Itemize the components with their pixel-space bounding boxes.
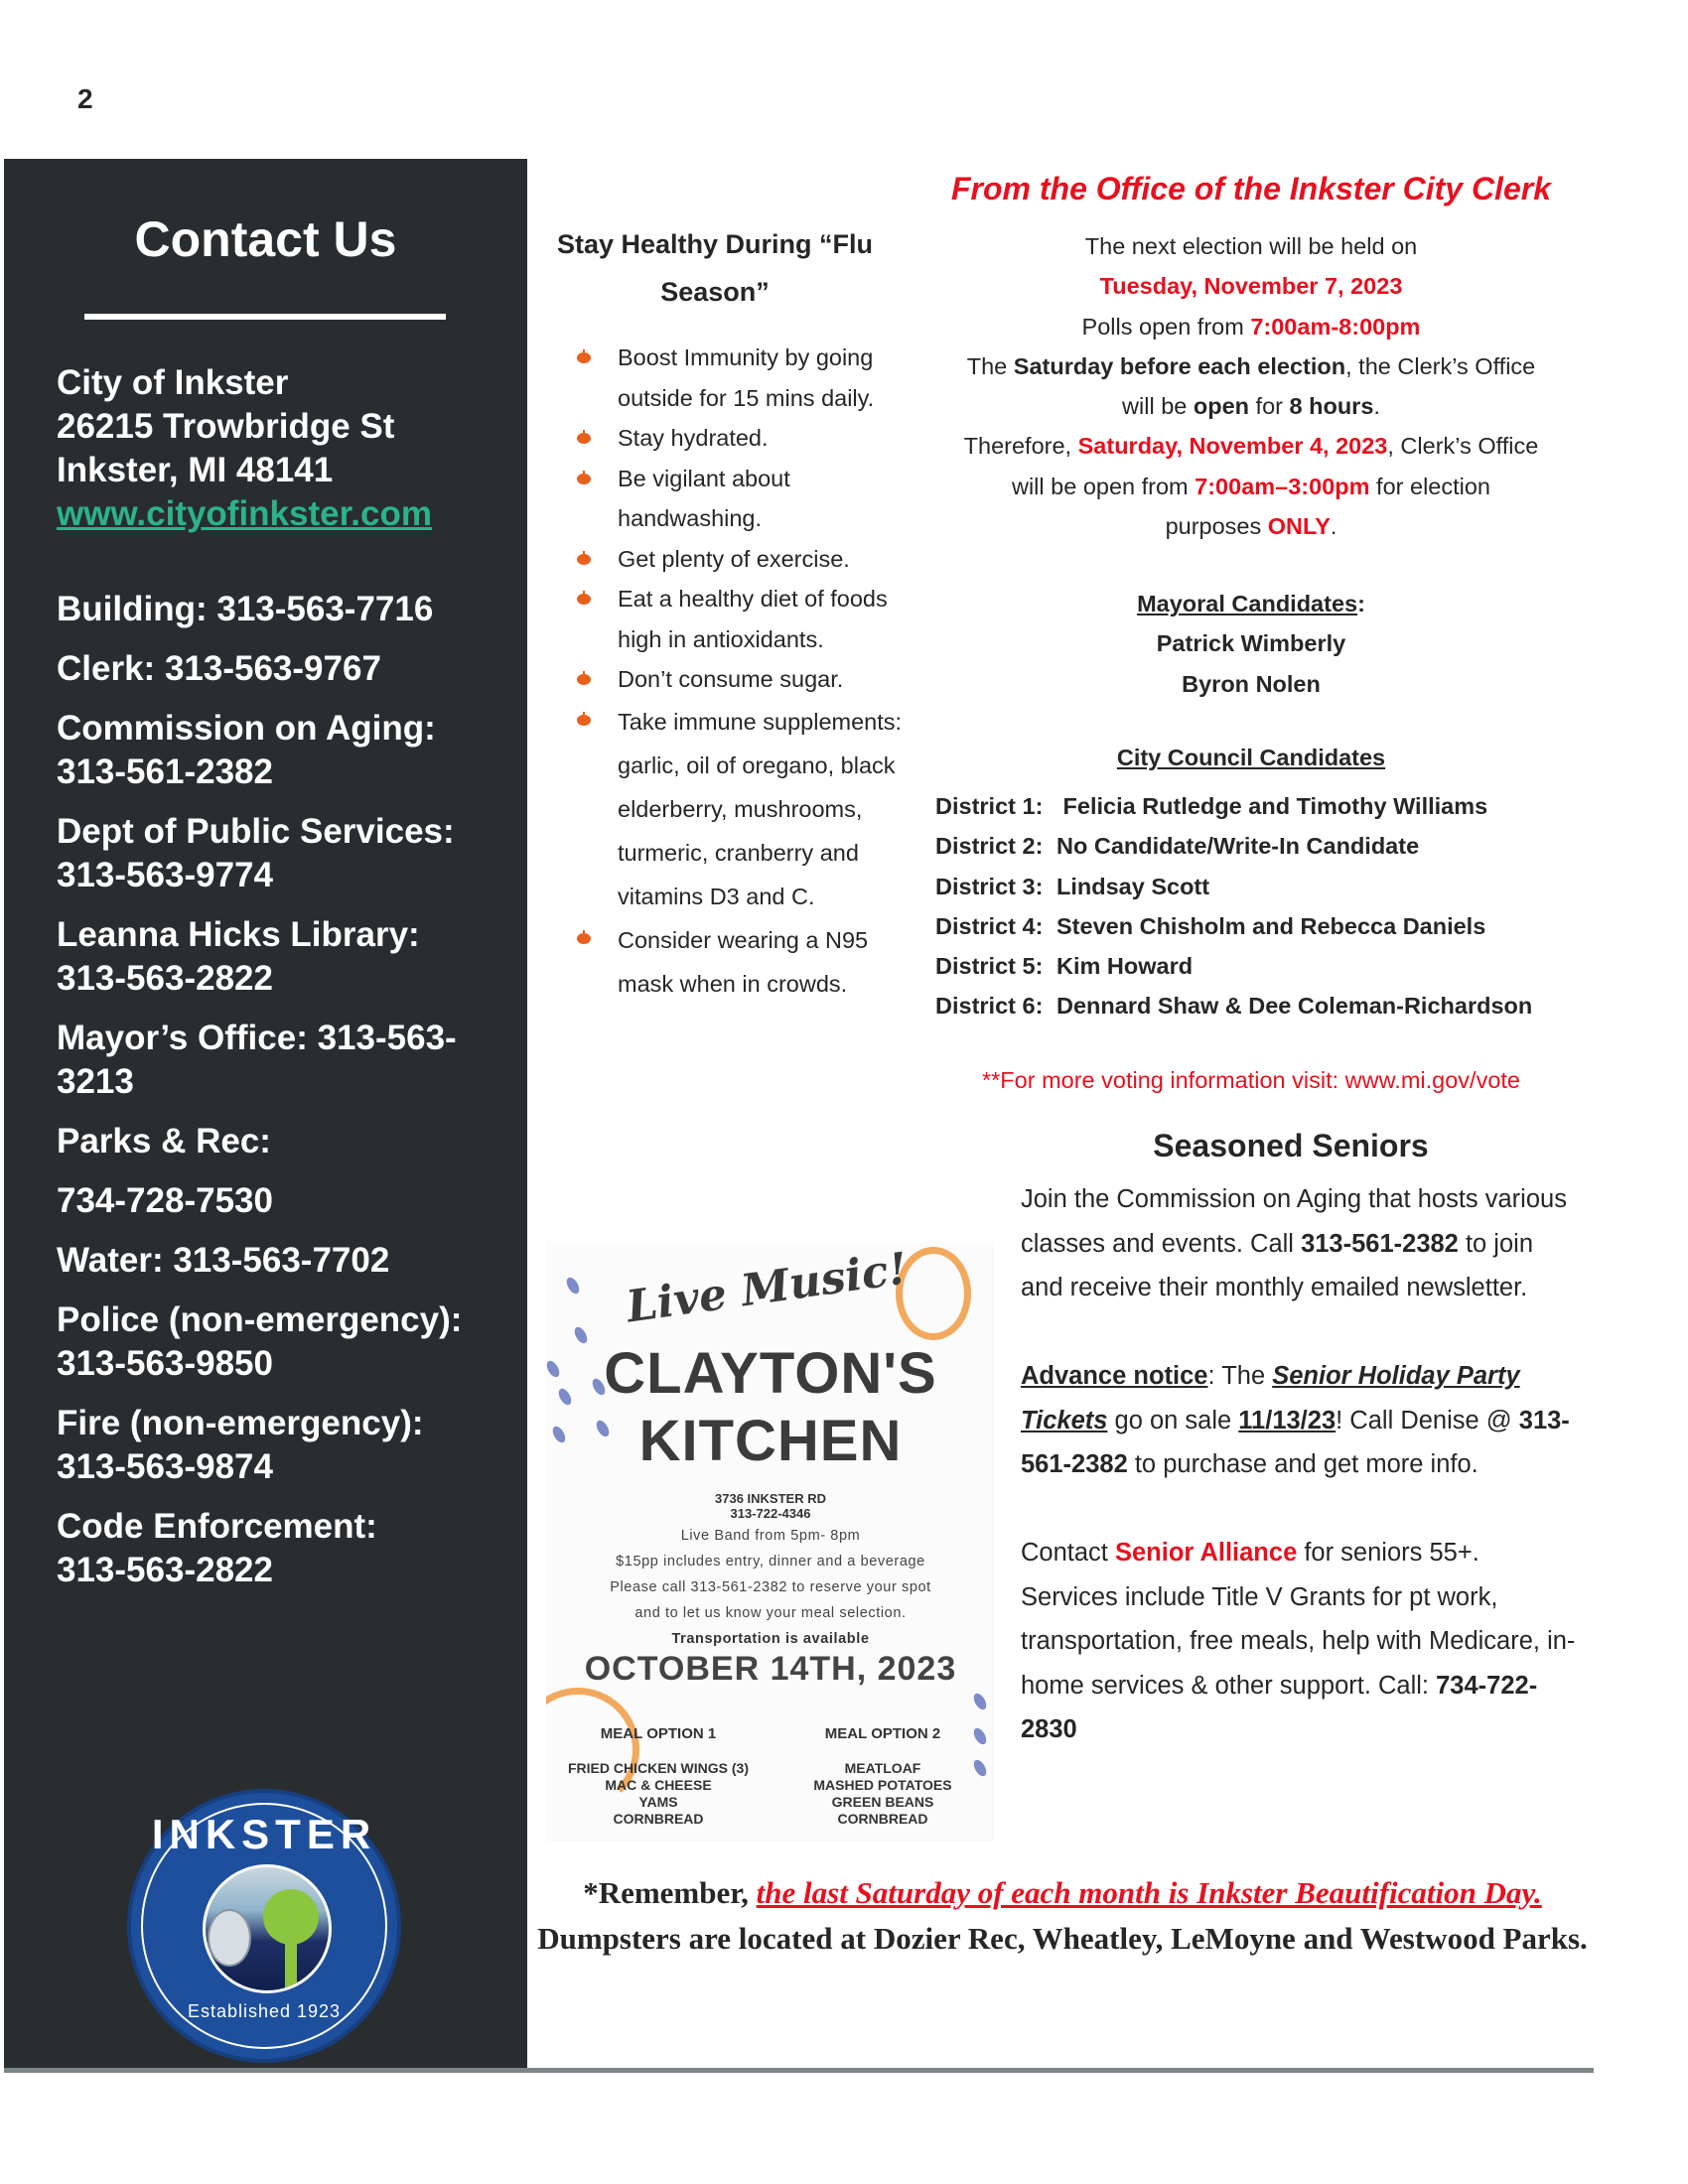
flyer-tagline: Live Music! <box>623 1243 911 1333</box>
district-row <box>935 986 1581 1025</box>
mayoral-title: Mayoral Candidates <box>1137 591 1358 616</box>
contact-parks <box>57 1120 513 1223</box>
claytons-kitchen-flyer <box>546 1241 995 1842</box>
contact-number: 313-563-9850 <box>57 1344 273 1383</box>
text: purposes <box>1165 513 1268 540</box>
flyer-date: OCTOBER 14TH, 2023 <box>584 1650 957 1688</box>
therefore-line <box>923 426 1579 466</box>
contact-label: Leanna Hicks Library: <box>57 915 420 954</box>
flyer-street: 3736 INKSTER RD <box>715 1491 826 1506</box>
event-name: Senior Holiday Party Tickets <box>1021 1362 1520 1434</box>
mayoral-candidate: Byron Nolen <box>1182 670 1321 697</box>
contact-label: Dept of Public Services: <box>57 812 455 851</box>
list-item <box>568 700 906 918</box>
saturday-line <box>923 346 1579 386</box>
text: . <box>1373 393 1380 420</box>
text: Polls open from <box>1081 313 1251 340</box>
text: for <box>1249 393 1290 420</box>
city-name: City of Inkster <box>57 363 289 402</box>
contact-number: 313-563-3213 <box>57 1019 457 1101</box>
district-label: District 1: <box>935 793 1044 819</box>
phone-number: 313-561-2382 <box>1021 1406 1570 1478</box>
meal-item: MEATLOAF <box>844 1760 921 1776</box>
list-item-text: Eat a healthy diet of foods high in antioxidants. <box>618 586 888 652</box>
seniors-paragraph-aging <box>1021 1177 1582 1310</box>
flyer-name-line1: CLAYTON'S <box>604 1341 937 1406</box>
phone-number: 313-561-2382 <box>1301 1229 1459 1258</box>
district-candidates: Dennard Shaw & Dee Coleman-Richardson <box>1056 993 1533 1020</box>
district-label: District 4: <box>935 912 1044 939</box>
contact-list <box>57 588 513 1592</box>
district-candidates: Steven Chisholm and Rebecca Daniels <box>1056 912 1486 939</box>
polls-hours: 7:00am-8:00pm <box>1250 313 1421 340</box>
district-label: District 5: <box>935 953 1044 980</box>
district-label: District 2: <box>935 833 1044 860</box>
flyer-address <box>546 1491 995 1521</box>
website-link[interactable]: www.cityofinkster.com <box>57 494 432 533</box>
list-item-text: Stay hydrated. <box>618 425 769 451</box>
city-seal-icon <box>203 1864 332 1993</box>
flyer-details <box>546 1523 995 1652</box>
district-label: District 3: <box>935 873 1044 899</box>
only-emphasis: ONLY <box>1267 513 1331 540</box>
text: will be open from <box>1011 473 1196 499</box>
contact-aging <box>57 707 513 794</box>
meal-title: MEAL OPTION 2 <box>824 1725 941 1742</box>
text: : The <box>1207 1362 1273 1390</box>
flu-season-heading: Stay Healthy During “Flu Season” <box>556 229 874 307</box>
page-number: 2 <box>77 83 93 114</box>
street-address: 26215 Trowbridge St <box>57 407 395 446</box>
contact-number: 313-563-9767 <box>164 649 381 688</box>
contact-number: 313-563-7702 <box>173 1241 390 1280</box>
contact-number: 734-728-7530 <box>57 1181 273 1220</box>
meal-item: YAMS <box>638 1794 678 1810</box>
water-wheel-icon <box>208 1909 251 1967</box>
pumpkin-icon <box>577 674 591 685</box>
flyer-price: $15pp includes entry, dinner and a beverage <box>616 1554 925 1570</box>
contact-code-enforcement <box>57 1505 513 1592</box>
seniors-paragraph-holiday <box>1021 1354 1582 1487</box>
contact-number: 313-561-2382 <box>57 752 273 791</box>
text: for seniors 55+. Services include Title V Grants for pt work, transportation, free meals, help with Medicare, in-home services & other support. Call: <box>1021 1539 1576 1700</box>
pumpkin-icon <box>577 594 591 605</box>
contact-number: 313-563-2822 <box>57 959 273 998</box>
flyer-transport: Transportation is available <box>671 1631 870 1647</box>
district-row <box>935 786 1581 826</box>
heading-divider <box>84 314 446 320</box>
text: Contact <box>1021 1539 1115 1567</box>
contact-mayor <box>57 1017 513 1104</box>
list-item <box>568 579 906 659</box>
seniors-heading: Seasoned Seniors <box>1153 1128 1429 1163</box>
text-bold: 8 hours <box>1289 393 1374 420</box>
list-item <box>568 338 906 418</box>
contact-label: Fire (non-emergency): <box>57 1404 424 1442</box>
district-candidates: Felicia Rutledge and Timothy Williams <box>1056 793 1488 819</box>
seniors-paragraph-alliance <box>1021 1531 1582 1752</box>
polls-hours-line <box>923 307 1579 346</box>
beautification-notice <box>536 1870 1589 1962</box>
contact-library <box>57 913 513 1001</box>
voting-info-link[interactable]: **For more voting information visit: www.mi.gov/vote <box>982 1067 1520 1093</box>
text: , the Clerk’s Office <box>1345 352 1536 379</box>
contact-label: Building: <box>57 590 208 628</box>
meal-item: FRIED CHICKEN WINGS (3) <box>568 1760 749 1776</box>
pumpkin-icon <box>577 933 591 944</box>
purposes-line <box>923 506 1579 546</box>
meal-items <box>771 1760 995 1828</box>
election-date: Tuesday, November 7, 2023 <box>1099 273 1403 300</box>
district-candidates: Kim Howard <box>1056 953 1194 980</box>
seniors-body <box>1021 1177 1582 1796</box>
seal-established: Established 1923 <box>187 2001 342 2021</box>
flyer-phone: 313-722-4346 <box>730 1506 811 1521</box>
mayoral-candidates <box>923 584 1579 704</box>
meal-item: CORNBREAD <box>837 1811 928 1827</box>
district-row <box>935 826 1581 866</box>
list-item-text: Consider wearing a N95 mask when in crowds. <box>618 926 869 997</box>
contact-label: Clerk: <box>57 649 156 688</box>
meal-option-2 <box>771 1725 995 1828</box>
text: ! Call Denise @ <box>1336 1406 1519 1434</box>
decorative-dot-icon <box>564 1276 582 1297</box>
flu-tips-list <box>568 338 906 1006</box>
meal-title: MEAL OPTION 1 <box>600 1725 717 1742</box>
meal-item: MAC & CHEESE <box>605 1777 712 1793</box>
text: Therefore, <box>963 433 1078 460</box>
pumpkin-icon <box>577 433 591 444</box>
beautification-day-text: the last Saturday of each month is Inkster Beautification Day. <box>756 1875 1542 1910</box>
contact-number: 313-563-7716 <box>216 590 434 628</box>
text: , Clerk’s Office <box>1387 433 1539 460</box>
district-row <box>935 946 1581 986</box>
organization-name: Senior Alliance <box>1114 1539 1298 1567</box>
list-item <box>568 418 906 459</box>
contact-fire <box>57 1402 513 1489</box>
flyer-band-time: Live Band from 5pm- 8pm <box>680 1528 861 1544</box>
contact-label: Commission on Aging: <box>57 709 436 748</box>
text: . <box>1330 513 1337 540</box>
sale-date: 11/13/23 <box>1238 1406 1336 1434</box>
flyer-reserve-2: and to let us know your meal selection. <box>634 1605 907 1621</box>
list-item-text: Be vigilant about handwashing. <box>618 465 790 531</box>
tree-icon <box>263 1889 319 1945</box>
city-state-zip: Inkster, MI 48141 <box>57 451 334 489</box>
mayoral-candidate: Patrick Wimberly <box>1156 630 1346 657</box>
decorative-dot-icon <box>971 1692 989 1712</box>
meal-item: CORNBREAD <box>613 1811 704 1827</box>
text-bold: Saturday before each election <box>1013 352 1346 379</box>
list-item-text: Take immune supplements: garlic, oil of oregano, black elderberry, mushrooms, turmeric, cranberry and vitamins D3 and C. <box>618 708 903 909</box>
text: will be <box>1122 393 1194 420</box>
text: Join the Commission on Aging that hosts various classes and events. Call <box>1021 1185 1567 1258</box>
district-row <box>935 867 1581 906</box>
text: to join and receive their monthly emailed newsletter. <box>1021 1229 1534 1301</box>
list-item-text: Don’t consume sugar. <box>618 666 844 692</box>
dumpster-locations: Dumpsters are located at Dozier Rec, Wheatley, LeMoyne and Westwood Parks. <box>537 1921 1588 1956</box>
contact-label: Mayor’s Office: <box>57 1019 308 1057</box>
contact-us-heading: Contact Us <box>134 211 397 267</box>
pumpkin-icon <box>577 474 591 484</box>
flyer-reserve: Please call 313-561-2382 to reserve your spot <box>610 1579 931 1595</box>
meal-items <box>546 1760 771 1828</box>
council-candidates <box>935 786 1581 1026</box>
open-hours-line <box>923 386 1579 426</box>
contact-label: Water: <box>57 1241 164 1280</box>
flyer-name-line2: KITCHEN <box>638 1409 903 1473</box>
advance-notice-label: Advance notice <box>1021 1362 1208 1390</box>
list-item <box>568 918 906 1006</box>
contact-water <box>57 1239 513 1283</box>
contact-sidebar <box>4 159 527 2068</box>
text: to purchase and get more info. <box>1127 1450 1478 1478</box>
district-candidates: No Candidate/Write-In Candidate <box>1056 833 1420 860</box>
pumpkin-icon <box>577 715 591 726</box>
text: go on sale <box>1107 1406 1239 1434</box>
contact-label: Parks & Rec: <box>57 1122 271 1160</box>
list-item-text: Boost Immunity by going outside for 15 mins daily. <box>618 344 875 411</box>
contact-label: Police (non-emergency): <box>57 1300 463 1339</box>
meal-item: MASHED POTATOES <box>813 1777 952 1793</box>
council-heading: City Council Candidates <box>1116 745 1386 770</box>
saturday-date: Saturday, November 4, 2023 <box>1077 433 1388 460</box>
meal-option-1 <box>546 1725 771 1828</box>
mayoral-heading <box>923 584 1579 623</box>
district-label: District 6: <box>935 993 1044 1020</box>
inkster-city-seal <box>131 1793 397 2059</box>
district-candidates: Lindsay Scott <box>1056 873 1210 899</box>
election-intro: The next election will be held on <box>1084 233 1418 259</box>
meal-item: GREEN BEANS <box>831 1794 934 1810</box>
contact-building <box>57 588 513 631</box>
text: for election <box>1369 473 1490 499</box>
contact-public-services <box>57 810 513 897</box>
text-bold: open <box>1193 393 1250 420</box>
text: *Remember, <box>583 1875 757 1910</box>
text: : <box>1357 591 1365 616</box>
contact-police <box>57 1298 513 1386</box>
list-item <box>568 539 906 580</box>
clerk-heading: From the Office of the Inkster City Clerk <box>951 171 1551 206</box>
contact-clerk <box>57 647 513 691</box>
footer-divider <box>4 2068 1594 2073</box>
pumpkin-icon <box>577 554 591 565</box>
contact-number: 313-563-9774 <box>57 856 273 894</box>
text: The <box>966 352 1014 379</box>
seal-title: INKSTER <box>151 1811 377 1857</box>
phone-number: 734-722-2830 <box>1021 1671 1538 1743</box>
list-item <box>568 659 906 700</box>
pumpkin-icon <box>577 352 591 363</box>
contact-label: Code Enforcement: <box>57 1507 377 1546</box>
saturday-hours-line <box>923 467 1579 506</box>
district-row <box>935 906 1581 946</box>
election-info <box>923 226 1579 546</box>
saturday-hours: 7:00am–3:00pm <box>1195 473 1370 499</box>
contact-number: 313-563-2822 <box>57 1551 273 1589</box>
contact-block <box>57 361 513 1608</box>
list-item-text: Get plenty of exercise. <box>618 545 850 572</box>
list-item <box>568 459 906 539</box>
contact-number: 313-563-9874 <box>57 1447 273 1486</box>
